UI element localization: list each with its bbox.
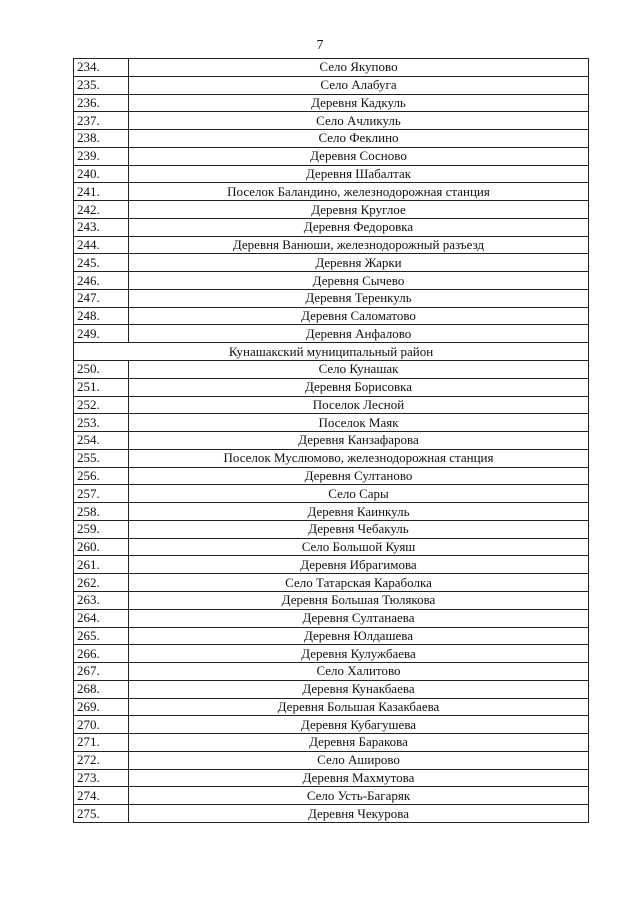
row-number: 273. — [74, 769, 129, 787]
row-number: 246. — [74, 272, 129, 290]
section-header-row — [74, 343, 589, 361]
settlement-name: Деревня Султаново — [129, 467, 589, 485]
row-number: 275. — [74, 805, 129, 823]
row-number: 257. — [74, 485, 129, 503]
row-number: 241. — [74, 183, 129, 201]
table-row — [74, 556, 589, 574]
row-number: 235. — [74, 76, 129, 94]
table-row — [74, 787, 589, 805]
table-row — [74, 361, 589, 379]
table-row — [74, 680, 589, 698]
settlement-name: Деревня Чебакуль — [129, 520, 589, 538]
row-number: 268. — [74, 680, 129, 698]
table-row — [74, 236, 589, 254]
row-number: 265. — [74, 627, 129, 645]
table-row — [74, 751, 589, 769]
settlement-name: Деревня Шабалтак — [129, 165, 589, 183]
row-number: 242. — [74, 201, 129, 219]
settlement-name: Поселок Маяк — [129, 414, 589, 432]
settlement-name: Деревня Большая Казакбаева — [129, 698, 589, 716]
settlement-name: Поселок Баландино, железнодорожная станция — [129, 183, 589, 201]
row-number: 266. — [74, 645, 129, 663]
settlement-name: Деревня Чекурова — [129, 805, 589, 823]
table-row — [74, 94, 589, 112]
settlement-name: Село Усть-Багаряк — [129, 787, 589, 805]
settlement-name: Деревня Ванюши, железнодорожный разъезд — [129, 236, 589, 254]
settlement-name: Деревня Круглое — [129, 201, 589, 219]
row-number: 237. — [74, 112, 129, 130]
table-row — [74, 378, 589, 396]
row-number: 236. — [74, 94, 129, 112]
settlement-name: Деревня Кулужбаева — [129, 645, 589, 663]
row-number: 255. — [74, 449, 129, 467]
table-row — [74, 627, 589, 645]
settlement-name: Поселок Муслюмово, железнодорожная станция — [129, 449, 589, 467]
settlement-name: Село Татарская Караболка — [129, 574, 589, 592]
settlement-name: Поселок Лесной — [129, 396, 589, 414]
table-row — [74, 574, 589, 592]
table-row — [74, 272, 589, 290]
table-row — [74, 201, 589, 219]
table-row — [74, 147, 589, 165]
settlement-name: Деревня Ибрагимова — [129, 556, 589, 574]
settlement-name: Деревня Юлдашева — [129, 627, 589, 645]
row-number: 263. — [74, 591, 129, 609]
table-row — [74, 165, 589, 183]
table-row — [74, 769, 589, 787]
table-row — [74, 645, 589, 663]
row-number: 259. — [74, 520, 129, 538]
table-row — [74, 663, 589, 681]
row-number: 234. — [74, 59, 129, 77]
table-row — [74, 734, 589, 752]
settlements-table — [73, 58, 589, 823]
table-row — [74, 698, 589, 716]
settlement-name: Деревня Сосново — [129, 147, 589, 165]
table-row — [74, 467, 589, 485]
settlement-name: Деревня Федоровка — [129, 218, 589, 236]
settlement-name: Село Халитово — [129, 663, 589, 681]
table-row — [74, 76, 589, 94]
row-number: 261. — [74, 556, 129, 574]
table-row — [74, 307, 589, 325]
row-number: 260. — [74, 538, 129, 556]
table-row — [74, 289, 589, 307]
row-number: 245. — [74, 254, 129, 272]
settlement-name: Деревня Каинкуль — [129, 503, 589, 521]
table-row — [74, 538, 589, 556]
settlement-name: Село Якупово — [129, 59, 589, 77]
table-row — [74, 130, 589, 148]
settlement-name: Деревня Сычево — [129, 272, 589, 290]
settlement-name: Деревня Борисовка — [129, 378, 589, 396]
row-number: 272. — [74, 751, 129, 769]
settlement-name: Село Алабуга — [129, 76, 589, 94]
row-number: 267. — [74, 663, 129, 681]
table-row — [74, 609, 589, 627]
settlement-name: Деревня Кунакбаева — [129, 680, 589, 698]
row-number: 256. — [74, 467, 129, 485]
table-row — [74, 805, 589, 823]
settlement-name: Деревня Кубагушева — [129, 716, 589, 734]
table-row — [74, 112, 589, 130]
settlement-name: Деревня Большая Тюлякова — [129, 591, 589, 609]
row-number: 274. — [74, 787, 129, 805]
row-number: 254. — [74, 432, 129, 450]
table-row — [74, 716, 589, 734]
table-row — [74, 503, 589, 521]
row-number: 269. — [74, 698, 129, 716]
table-row — [74, 254, 589, 272]
settlement-name: Село Сары — [129, 485, 589, 503]
table-row — [74, 396, 589, 414]
settlement-name: Деревня Султанаева — [129, 609, 589, 627]
table-row — [74, 520, 589, 538]
row-number: 252. — [74, 396, 129, 414]
table-row — [74, 59, 589, 77]
settlement-name: Деревня Теренкуль — [129, 289, 589, 307]
table-row — [74, 414, 589, 432]
table-row — [74, 432, 589, 450]
table-row — [74, 591, 589, 609]
table-row — [74, 485, 589, 503]
settlement-name: Село Большой Куяш — [129, 538, 589, 556]
settlement-name: Деревня Баракова — [129, 734, 589, 752]
settlement-name: Село Кунашак — [129, 361, 589, 379]
settlement-name: Село Феклино — [129, 130, 589, 148]
table-row — [74, 218, 589, 236]
page-number: 7 — [316, 38, 324, 53]
settlement-name: Деревня Саломатово — [129, 307, 589, 325]
row-number: 243. — [74, 218, 129, 236]
row-number: 253. — [74, 414, 129, 432]
row-number: 240. — [74, 165, 129, 183]
row-number: 249. — [74, 325, 129, 343]
settlement-name: Село Аширово — [129, 751, 589, 769]
table-row — [74, 449, 589, 467]
row-number: 239. — [74, 147, 129, 165]
settlement-name: Деревня Махмутова — [129, 769, 589, 787]
settlement-name: Деревня Анфалово — [129, 325, 589, 343]
settlement-name: Деревня Кадкуль — [129, 94, 589, 112]
table-row — [74, 325, 589, 343]
row-number: 247. — [74, 289, 129, 307]
settlement-name: Село Ачликуль — [129, 112, 589, 130]
table-body — [74, 59, 589, 823]
row-number: 264. — [74, 609, 129, 627]
row-number: 262. — [74, 574, 129, 592]
row-number: 244. — [74, 236, 129, 254]
table-row — [74, 183, 589, 201]
settlement-name: Деревня Канзафарова — [129, 432, 589, 450]
settlement-name: Деревня Жарки — [129, 254, 589, 272]
row-number: 238. — [74, 130, 129, 148]
row-number: 250. — [74, 361, 129, 379]
row-number: 248. — [74, 307, 129, 325]
row-number: 258. — [74, 503, 129, 521]
row-number: 251. — [74, 378, 129, 396]
row-number: 271. — [74, 734, 129, 752]
section-title: Кунашакский муниципальный район — [74, 343, 589, 361]
row-number: 270. — [74, 716, 129, 734]
